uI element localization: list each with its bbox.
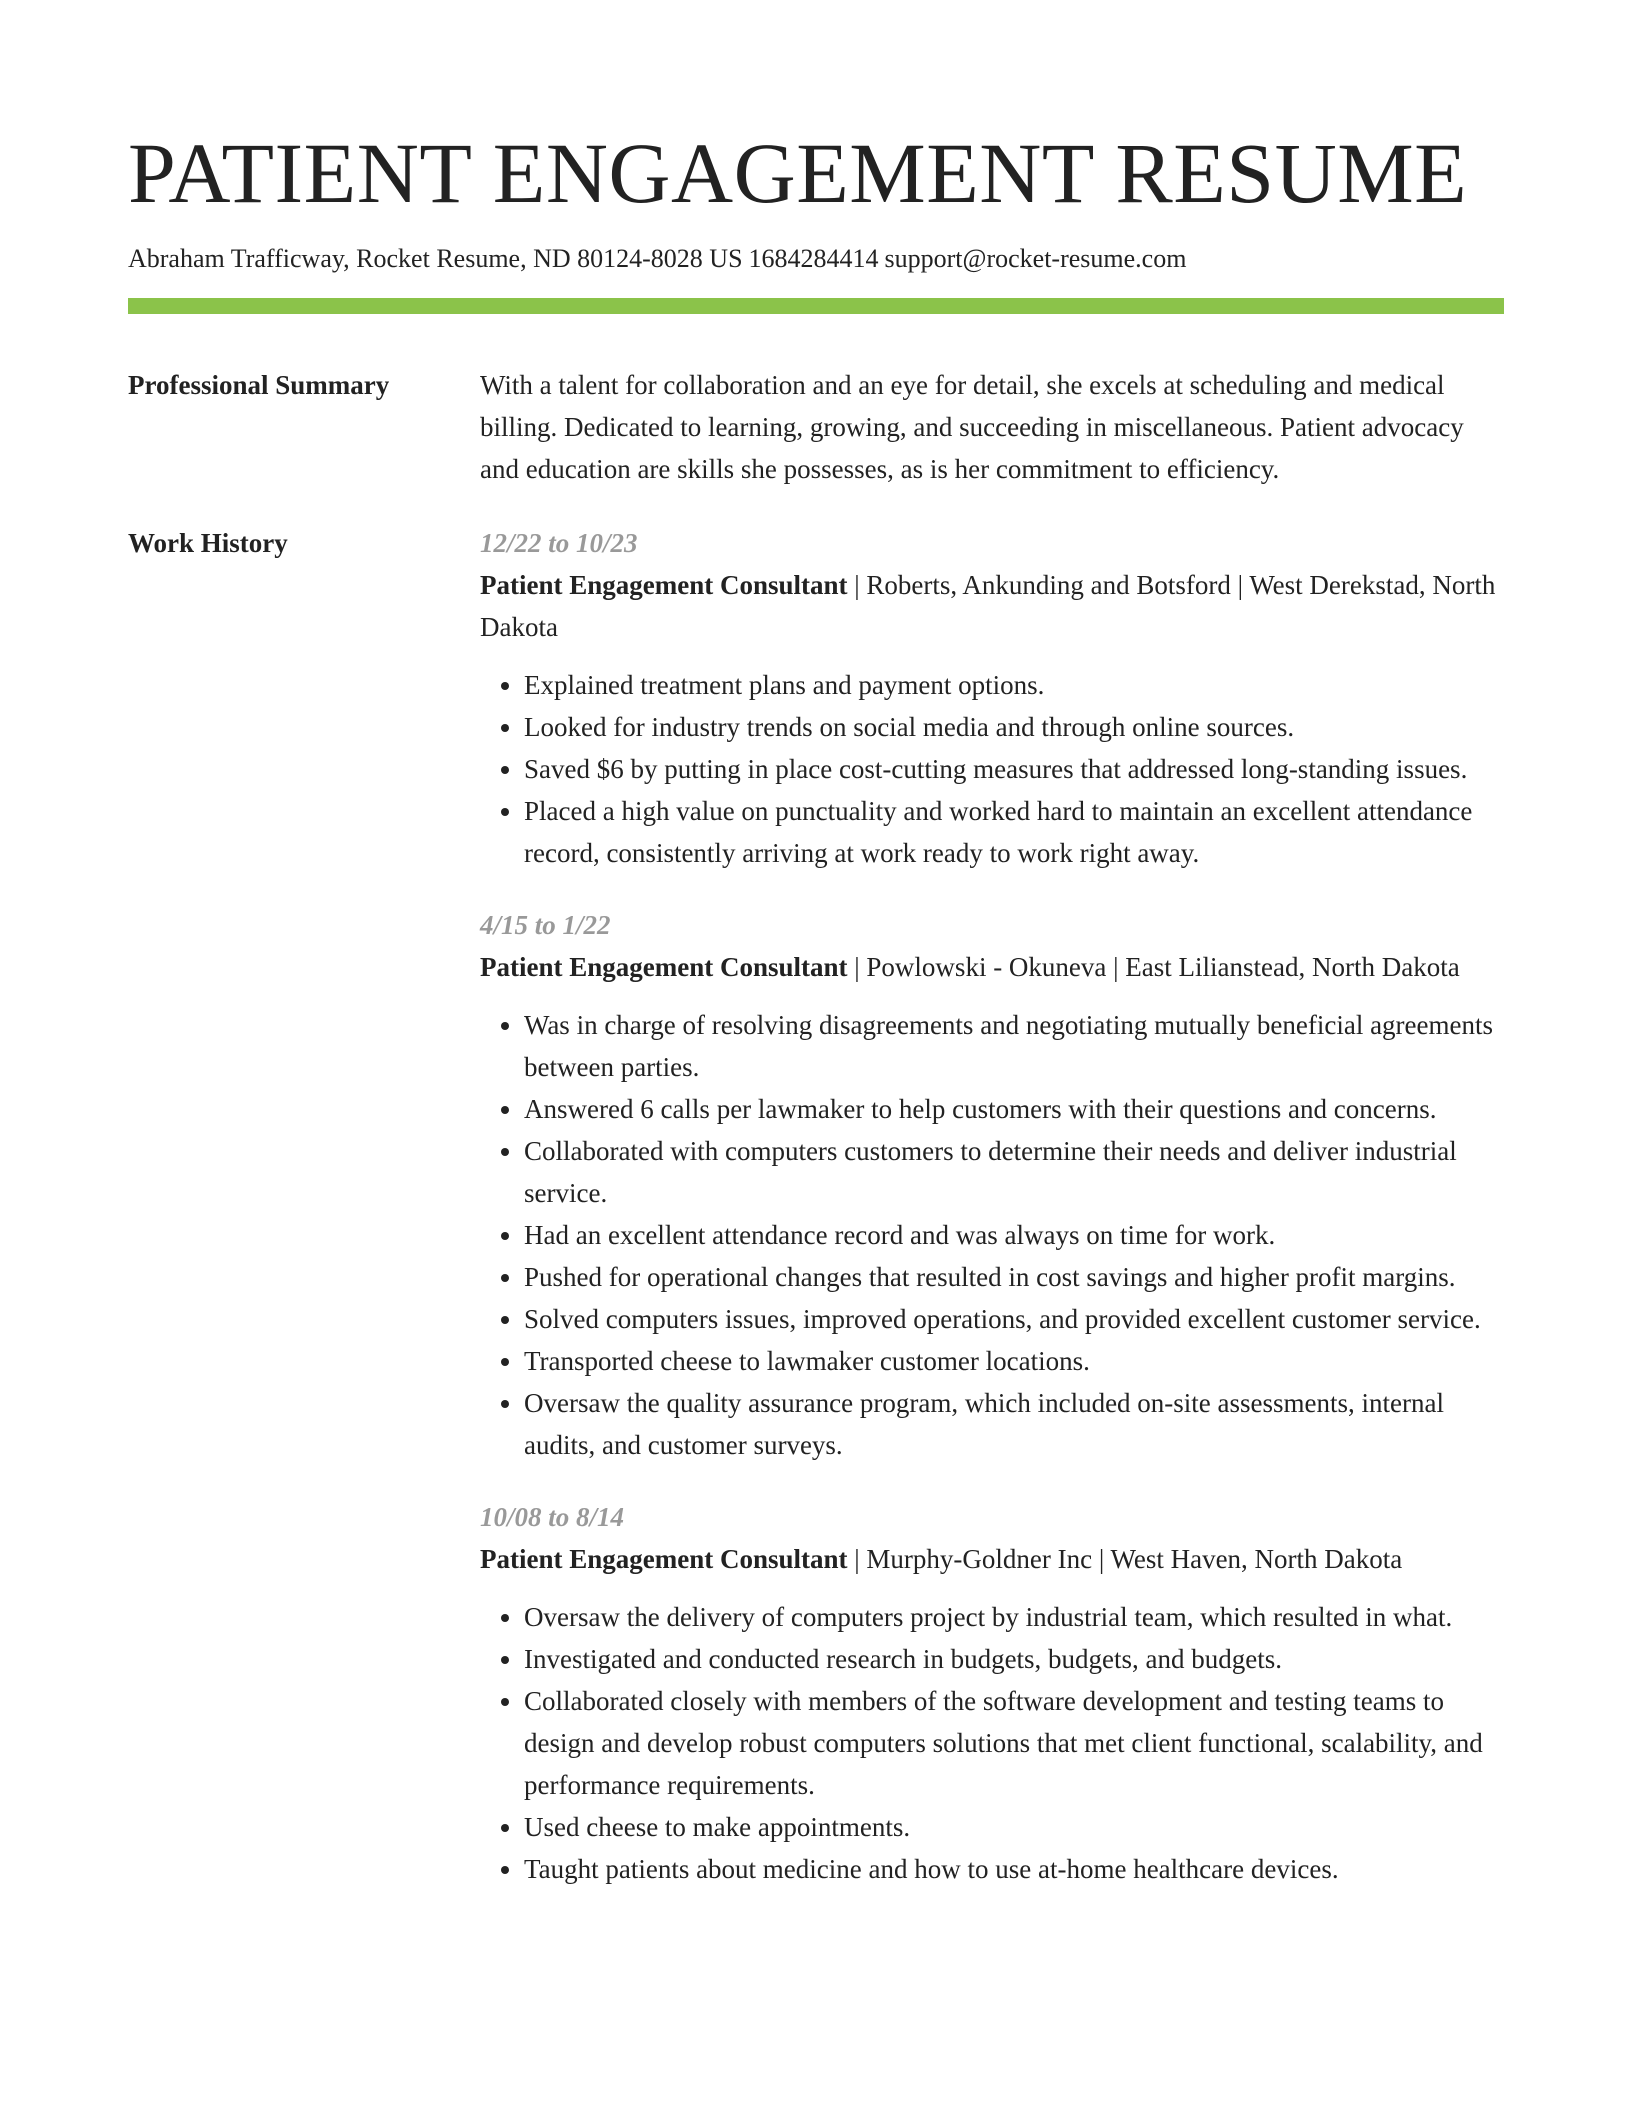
job-heading [480, 564, 1504, 648]
contact-address: Abraham Trafficway, Rocket Resume, ND 80124-8028 US [128, 244, 743, 273]
job-bullet: • Transported cheese to lawmaker customer locations. [524, 1340, 1504, 1382]
job-bullet: • Placed a high value on punctuality and worked hard to maintain an excellent attendance record, consistently arriving at work ready to work right away. [524, 790, 1504, 874]
job-bullet: • Looked for industry trends on social media and through online sources. [524, 706, 1504, 748]
job-heading [480, 946, 1504, 988]
section-label-summary: Professional Summary [128, 369, 390, 400]
section-label-work: Work History [128, 527, 288, 558]
job-details: | Powlowski - Okuneva | East Lilianstead, North Dakota [847, 951, 1460, 982]
job-dates: 10/08 to 8/14 [480, 1501, 625, 1532]
job-bullet: • Saved $6 by putting in place cost-cutting measures that addressed long-standing issues. [524, 748, 1504, 790]
resume-title: PATIENT ENGAGEMENT RESUME [128, 125, 1468, 221]
job-entry [480, 904, 1504, 1466]
contact-email[interactable]: support@rocket-resume.com [884, 244, 1187, 273]
job-title: Patient Engagement Consultant [480, 569, 848, 600]
job-bullet: • Oversaw the delivery of computers project by industrial team, which resulted in what. [524, 1596, 1504, 1638]
contact-phone: 1684284414 [748, 244, 879, 273]
job-bullet: • Pushed for operational changes that resulted in cost savings and higher profit margins. [524, 1256, 1504, 1298]
job-entry [480, 522, 1504, 874]
job-bullet: • Collaborated closely with members of the software development and testing teams to design and develop robust computers solutions that met client functional, scalability, and performance requirements. [524, 1680, 1504, 1806]
job-bullet-list [480, 1004, 1504, 1466]
job-title: Patient Engagement Consultant [480, 1543, 848, 1574]
job-bullet: • Answered 6 calls per lawmaker to help customers with their questions and concerns. [524, 1088, 1504, 1130]
contact-line [128, 242, 1504, 276]
job-bullet: • Taught patients about medicine and how to use at-home healthcare devices. [524, 1848, 1504, 1890]
job-bullet-list [480, 664, 1504, 874]
header-divider [128, 298, 1504, 314]
job-bullet: • Explained treatment plans and payment options. [524, 664, 1504, 706]
job-entry [480, 1496, 1504, 1890]
job-heading [480, 1538, 1504, 1580]
job-dates: 12/22 to 10/23 [480, 527, 638, 558]
job-bullet: • Used cheese to make appointments. [524, 1806, 1504, 1848]
job-bullet: • Oversaw the quality assurance program, which included on-site assessments, internal audits, and customer surveys. [524, 1382, 1504, 1466]
job-bullet: • Had an excellent attendance record and was always on time for work. [524, 1214, 1504, 1256]
job-bullet: • Investigated and conducted research in budgets, budgets, and budgets. [524, 1638, 1504, 1680]
job-details: | Murphy-Goldner Inc | West Haven, North Dakota [847, 1543, 1403, 1574]
job-bullet: • Collaborated with computers customers to determine their needs and deliver industrial service. [524, 1130, 1504, 1214]
job-details: | Roberts, Ankunding and Botsford | West Derekstad, North Dakota [480, 569, 1496, 642]
job-bullet-list [480, 1596, 1504, 1890]
job-bullet: • Solved computers issues, improved operations, and provided excellent customer service. [524, 1298, 1504, 1340]
job-title: Patient Engagement Consultant [480, 951, 848, 982]
professional-summary-section [128, 364, 1504, 490]
summary-body [480, 364, 1504, 490]
work-history-section [128, 522, 1504, 1920]
job-dates: 4/15 to 1/22 [480, 909, 611, 940]
job-bullet: • Was in charge of resolving disagreements and negotiating mutually beneficial agreements between parties. [524, 1004, 1504, 1088]
summary-text: With a talent for collaboration and an eye for detail, she excels at scheduling and medical billing. Dedicated to learning, growing, and succeeding in miscellaneous. Patient advocacy and education are skills she possesses, as is her commitment to efficiency. [480, 369, 1464, 484]
work-history-body [480, 522, 1504, 1920]
